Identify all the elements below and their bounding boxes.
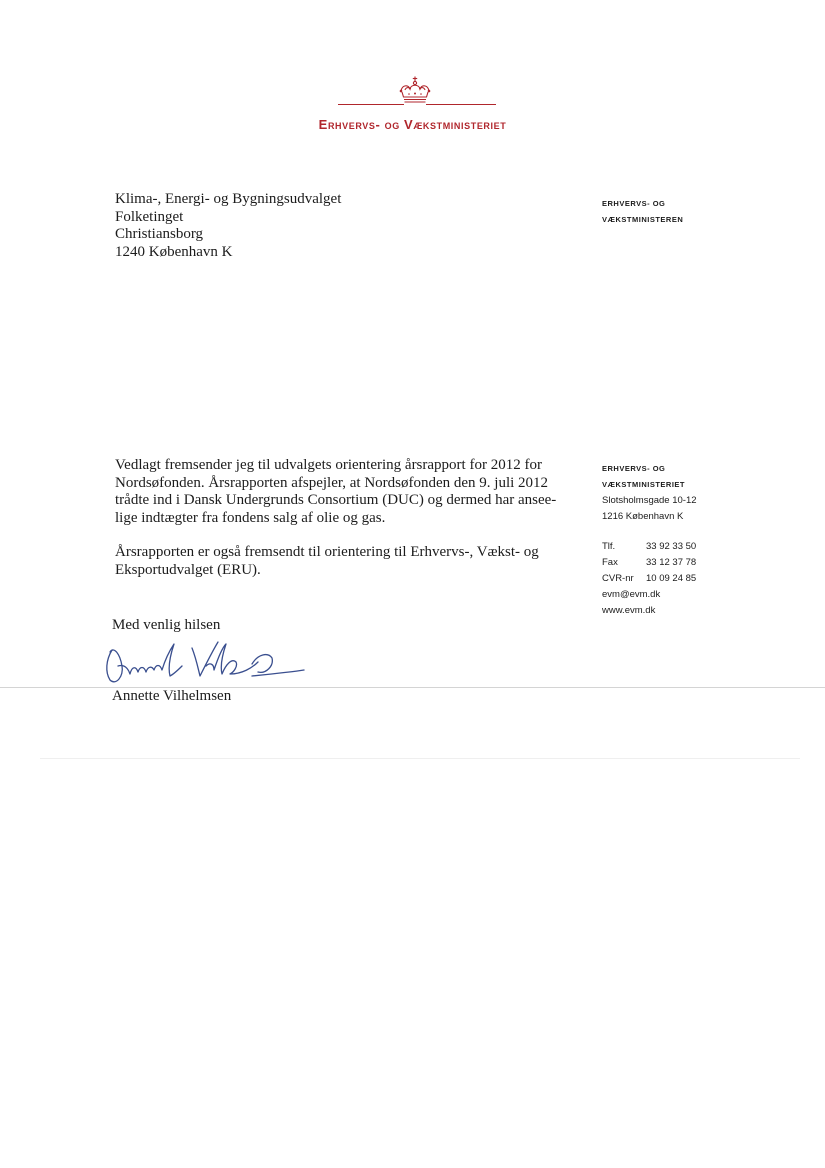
- closing-salutation: Med venlig hilsen: [112, 617, 221, 633]
- contact-value: 33 12 37 78: [646, 557, 697, 568]
- body-line: trådte ind i Dansk Undergrunds Consortium (DUC) og dermed har ansee-: [115, 492, 557, 508]
- sender-street: Slotsholmsgade 10-12: [602, 495, 697, 506]
- contact-phone: [602, 539, 697, 555]
- contact-email: evm@evm.dk: [602, 589, 661, 600]
- contact-website: www.evm.dk: [602, 605, 656, 616]
- contact-fax: [602, 555, 697, 571]
- sender-city: 1216 København K: [602, 511, 684, 522]
- body-paragraph: [115, 544, 565, 579]
- sender-title-line: ERHVERVS- OG: [602, 199, 666, 208]
- letterhead-rule-left: [338, 104, 404, 105]
- signature-image: [102, 636, 307, 688]
- scan-artifact-line: [0, 687, 825, 688]
- contact-label: CVR-nr: [602, 573, 634, 584]
- sender-title-line: VÆKSTMINISTEREN: [602, 215, 684, 224]
- signer-name: Annette Vilhelmsen: [112, 688, 232, 704]
- letterhead-rule-right: [426, 104, 496, 105]
- contact-label: Fax: [602, 557, 618, 568]
- body-line: lige indtægter fra fondens salg af olie og gas.: [115, 509, 386, 526]
- ministry-letterhead-title: Erhvervs- og Vækstministeriet: [318, 117, 507, 132]
- recipient-line: Klima-, Energi- og Bygningsudvalget: [115, 191, 342, 207]
- contact-cvr: [602, 571, 697, 587]
- sender-title: [602, 196, 683, 228]
- body-line: Nordsøfonden. Årsrapporten afspejler, at Nordsøfonden den 9. juli 2012: [115, 474, 549, 491]
- body-line: Vedlagt fremsender jeg til udvalgets orientering årsrapport for 2012 for: [115, 457, 542, 473]
- sender-org-line: VÆKSTMINISTERIET: [602, 480, 686, 489]
- recipient-line: Christiansborg: [115, 226, 204, 242]
- body-line: Årsrapporten er også fremsendt til orientering til Erhvervs-, Vækst- og: [115, 544, 539, 560]
- body-paragraph: [115, 457, 565, 527]
- letter-body: [115, 457, 565, 579]
- contact-value: 10 09 24 85: [646, 573, 697, 584]
- recipient-line: Folketinget: [115, 208, 184, 225]
- contact-label: Tlf.: [602, 541, 616, 552]
- body-line: Eksportudvalget (ERU).: [115, 561, 261, 578]
- sender-org-line: ERHVERVS- OG: [602, 464, 666, 473]
- recipient-address: [115, 191, 341, 261]
- recipient-line: 1240 København K: [115, 243, 233, 260]
- contact-value: 33 92 33 50: [646, 541, 697, 552]
- sender-address-block: [602, 461, 697, 619]
- scan-artifact-line: [40, 758, 800, 759]
- crown-icon: [398, 76, 432, 104]
